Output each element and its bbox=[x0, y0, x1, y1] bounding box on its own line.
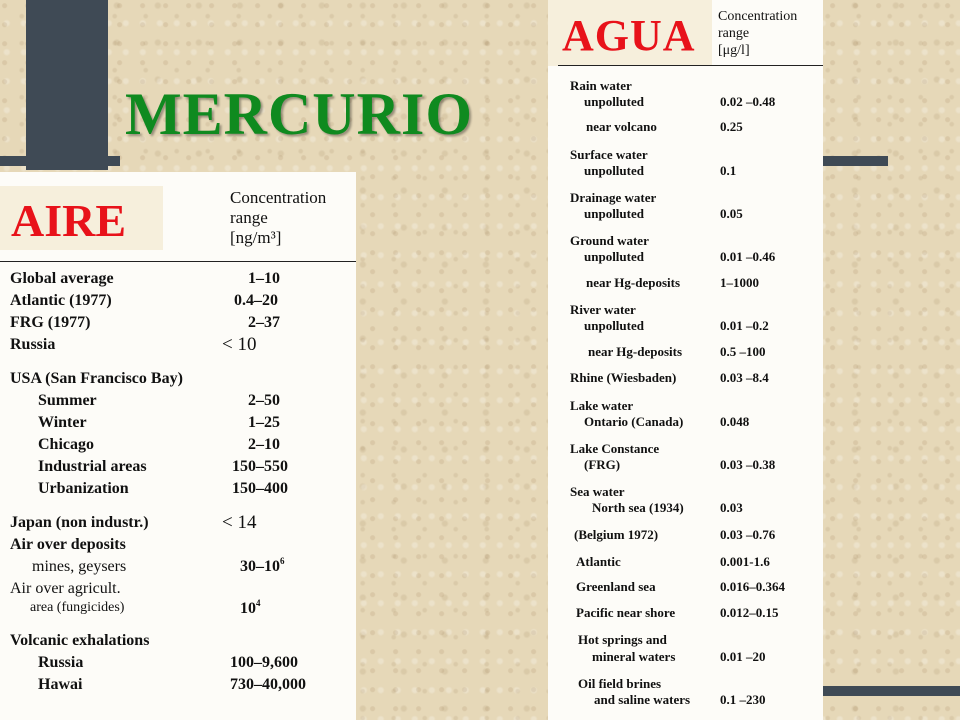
agua-row-label: Rain water bbox=[570, 78, 632, 93]
agua-row-label: near volcano bbox=[586, 119, 657, 134]
aire-value-base: 10 bbox=[240, 600, 256, 617]
aire-row-label: Global average bbox=[10, 270, 114, 287]
aire-label: AIRE bbox=[11, 195, 127, 246]
agua-row-value: 0.1 –230 bbox=[720, 692, 766, 707]
agua-row-label: North sea (1934) bbox=[592, 500, 684, 515]
aire-row-label: Russia bbox=[10, 336, 56, 353]
agua-row-value: 0.012–0.15 bbox=[720, 605, 779, 620]
agua-label-box bbox=[548, 0, 712, 66]
aire-row-label: area (fungicides) bbox=[30, 600, 125, 615]
aire-row-value: < 10 bbox=[222, 334, 257, 355]
aire-header-line: range bbox=[230, 208, 268, 227]
aire-row-label: Summer bbox=[38, 392, 97, 409]
agua-row-label: Sea water bbox=[570, 484, 625, 499]
aire-column-header bbox=[230, 188, 326, 248]
aire-row-value: < 14 bbox=[222, 512, 257, 533]
agua-row-label: unpolluted bbox=[584, 249, 644, 264]
agua-row-value: 0.03 –0.76 bbox=[720, 527, 776, 542]
aire-value-exponent: 6 bbox=[280, 556, 285, 566]
agua-row-value: 0.01 –0.46 bbox=[720, 249, 776, 264]
agua-header-rule bbox=[558, 65, 823, 66]
agua-row-label: Ground water bbox=[570, 233, 649, 248]
aire-row-value bbox=[240, 558, 285, 576]
agua-row-label: Lake Constance bbox=[570, 441, 660, 456]
decorative-horizontal-bar-bottom bbox=[822, 686, 960, 696]
decorative-vertical-bar bbox=[26, 0, 108, 170]
agua-row-label: mineral waters bbox=[592, 649, 676, 664]
aire-row-value: 1–25 bbox=[248, 414, 280, 431]
agua-table-panel bbox=[548, 0, 823, 720]
aire-row-value bbox=[240, 600, 261, 618]
agua-row-value: 0.03 bbox=[720, 500, 743, 515]
aire-row-label: Volcanic exhalations bbox=[10, 632, 150, 649]
agua-row-label: unpolluted bbox=[584, 163, 644, 178]
agua-row-label: Rhine (Wiesbaden) bbox=[570, 370, 677, 385]
agua-row-value: 0.048 bbox=[720, 414, 750, 429]
agua-row-label: Pacific near shore bbox=[576, 605, 676, 620]
aire-header-line: Concentration bbox=[230, 188, 327, 207]
agua-row-value: 0.1 bbox=[720, 163, 737, 178]
aire-row-label: Industrial areas bbox=[38, 458, 147, 475]
aire-row-value: 730–40,000 bbox=[230, 676, 306, 693]
agua-row-label: near Hg-deposits bbox=[588, 344, 683, 359]
aire-value-exponent: 4 bbox=[256, 598, 261, 608]
aire-row-value: 2–10 bbox=[248, 436, 280, 453]
aire-row-label: Urbanization bbox=[38, 480, 129, 497]
agua-row-value: 0.01 –20 bbox=[720, 649, 766, 664]
aire-row-value: 100–9,600 bbox=[230, 654, 298, 671]
aire-row-value: 150–550 bbox=[232, 458, 288, 475]
aire-row-label: mines, geysers bbox=[32, 558, 127, 575]
aire-row-label: Chicago bbox=[38, 436, 94, 453]
aire-header-rule bbox=[0, 261, 356, 262]
agua-row-label: Drainage water bbox=[570, 190, 657, 205]
agua-row-value: 0.25 bbox=[720, 119, 743, 134]
agua-label: AGUA bbox=[562, 11, 696, 60]
decorative-horizontal-bar-left bbox=[0, 156, 120, 166]
agua-row-label: Lake water bbox=[570, 398, 634, 413]
agua-row-label: near Hg-deposits bbox=[586, 275, 681, 290]
agua-row-label: (Belgium 1972) bbox=[574, 527, 659, 542]
aire-row-value: 2–50 bbox=[248, 392, 280, 409]
agua-row-label: unpolluted bbox=[584, 94, 644, 109]
aire-row-value: 2–37 bbox=[248, 314, 280, 331]
aire-value-base: 30–10 bbox=[240, 558, 280, 575]
agua-header-line: Concentration bbox=[718, 9, 798, 24]
aire-row-label: USA (San Francisco Bay) bbox=[10, 370, 183, 387]
agua-row-label: Hot springs and bbox=[578, 632, 667, 647]
aire-row-label: Hawai bbox=[38, 676, 83, 693]
agua-row-label: Atlantic bbox=[576, 554, 621, 569]
aire-row-label: Russia bbox=[38, 654, 84, 671]
aire-row-value: 150–400 bbox=[232, 480, 288, 497]
agua-row-value: 0.016–0.364 bbox=[720, 579, 785, 594]
agua-header-line: range bbox=[718, 26, 750, 41]
aire-row-label: Air over deposits bbox=[10, 536, 126, 553]
agua-row-value: 0.01 –0.2 bbox=[720, 318, 769, 333]
decorative-horizontal-bar-right bbox=[822, 156, 888, 166]
aire-label-box bbox=[0, 186, 163, 250]
aire-table-panel bbox=[0, 172, 356, 720]
aire-header-line: [ng/m³] bbox=[230, 228, 282, 247]
agua-row-label: unpolluted bbox=[584, 206, 644, 221]
agua-row-value: 1–1000 bbox=[720, 275, 759, 290]
aire-row-label: Winter bbox=[38, 414, 87, 431]
agua-row-value: 0.5 –100 bbox=[720, 344, 766, 359]
agua-column-header bbox=[718, 8, 797, 59]
aire-row-value: 1–10 bbox=[248, 270, 280, 287]
agua-row-value: 0.001-1.6 bbox=[720, 554, 770, 569]
agua-row-label: and saline waters bbox=[594, 692, 691, 707]
aire-row-label: Atlantic (1977) bbox=[10, 292, 112, 309]
agua-row-value: 0.03 –0.38 bbox=[720, 457, 776, 472]
agua-row-value: 0.05 bbox=[720, 206, 743, 221]
agua-row-label: unpolluted bbox=[584, 318, 644, 333]
aire-row-label: FRG (1977) bbox=[10, 314, 91, 331]
agua-header-line: [μg/l] bbox=[718, 43, 750, 58]
aire-row-label: Japan (non industr.) bbox=[10, 514, 149, 531]
agua-row-label: (FRG) bbox=[584, 457, 621, 472]
agua-row-label: Surface water bbox=[570, 147, 648, 162]
agua-row-label: Ontario (Canada) bbox=[584, 414, 684, 429]
agua-row-label: Greenland sea bbox=[576, 579, 656, 594]
aire-row-label: Air over agricult. bbox=[10, 580, 121, 597]
slide-title: MERCURIO bbox=[125, 81, 473, 147]
agua-row-value: 0.02 –0.48 bbox=[720, 94, 776, 109]
agua-row-value: 0.03 –8.4 bbox=[720, 370, 769, 385]
aire-row-value: 0.4–20 bbox=[234, 292, 278, 309]
agua-row-label: Oil field brines bbox=[578, 676, 662, 691]
agua-row-label: River water bbox=[570, 302, 636, 317]
